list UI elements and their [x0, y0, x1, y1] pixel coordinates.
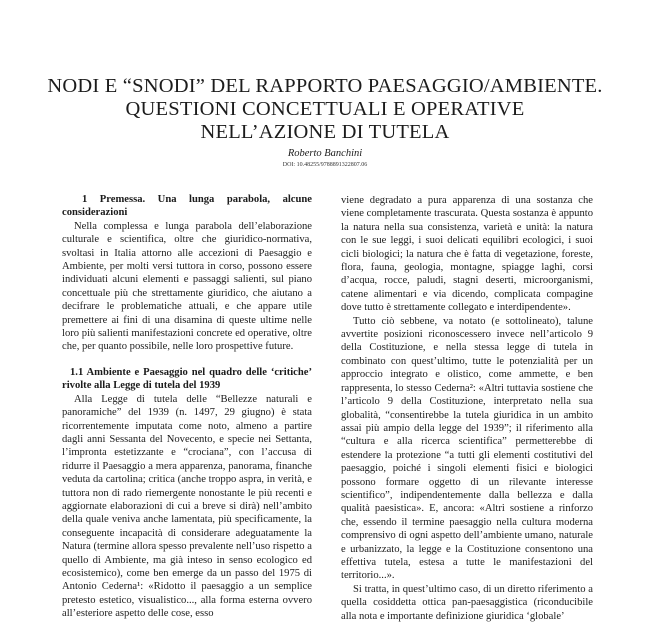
article-title [40, 75, 610, 144]
title-line-1: NODI E “SNODI” DEL RAPPORTO PAESAGGIO/AMBIENTE. [47, 75, 603, 97]
title-line-2: QUESTIONI CONCETTUALI E OPERATIVE [125, 98, 525, 120]
author-name: Roberto Banchini [287, 148, 363, 159]
right-paragraph-2: Tutto ciò sebbene, va notato (e sottolineato), talune avvertite posizioni riconoscessero invece nell’articolo 9 della Costituzione, e nella stessa legge di tutela in combinato con quest’ultimo, tutte le potenzialità per un approccio integrato e olistico, come ammette, e ben rappresenta, lo stesso Cederna²: «Altri tuttavia sostiene che l’articolo 9 della Costituzione, interpretato nella sua globalità, “consentirebbe la tutela giuridica in un ambito assai più ampio della legge del 1939”; il riferimento alla “cultura e alla ricerca scientifica” permetterebbe di estendere la protezione “a tutti gli elementi costitutivi del paesaggio, poiché i singoli elementi fisici e biologici possono formare oggetto di un rilevante interesse scientifico”, indipendentemente dalla bellezza e dalla qualità paesistica». E, ancora: «Altri sostiene a rinforzo che, essendo il termine paesaggio nella cultura moderna comprensivo di ogni aspetto dell’ambiente umano, naturale e urbanizzato, la legge e la Costituzione consentono una effettiva tutela, estesa a tutte le manifestazioni del territorio...». [341, 315, 593, 582]
right-paragraph-1: viene degradato a pura apparenza di una sostanza che viene completamente trascurata. Questa sostanza è appunto la natura nella sua consistenza, varietà e unità: la natura con le sue leggi, i suoi delicati equilibri ecologici, i suoi cicli biologici; la natura che è fatta di vegetazione, foreste, flora, fauna, geologia, montagne, spiagge laghi, corsi d’acqua, rocce, paludi, stagni deserti, microorganismi, catene alimentari e via dicendo, complicata compagine dove tutto è strettamente collegato e interdipendente». [341, 195, 593, 314]
doi-line: DOI: 10.48255/9788891322807.06 [282, 162, 368, 168]
title-line-3: NELL’AZIONE DI TUTELA [200, 121, 450, 143]
left-column [62, 193, 312, 621]
section-1-heading: 1 Premessa. Una lunga parabola, alcune considerazioni [62, 194, 312, 219]
right-column [341, 194, 593, 623]
section-1-paragraph: Nella complessa e lunga parabola dell’elaborazione culturale e scientifica, oltre che giuridico-normativa, svoltasi in Italia attorno alle accezioni di Paesaggio e Ambiente, per molti versi tuttora in corso, possono essere individuati alcuni elementi e passaggi salienti, sul piano concettuale più che strettamente giuridico, che aiutano a decifrare le problematiche attuali, e che appare utile premettere ai fini di una disamina di queste ultime nelle loro più salienti manifestazioni concrete ed operative, oltre che, per quanto possibile, nelle loro prospettive future. [62, 220, 312, 353]
section-1-1-heading: 1.1 Ambiente e Paesaggio nel quadro delle ‘critiche’ rivolte alla Legge di tutela del 1939 [62, 366, 312, 392]
section-1-1-paragraph: Alla Legge di tutela delle “Bellezze naturali e panoramiche” del 1939 (n. 1497, 29 giugno) è stata ricorrentemente imputata come noto, almeno a partire dagli anni Sessanta del Novecento, e specie nei Settanta, l’impronta estetizzante e “crociana”, con l’accusa di ridurre il Paesaggio a mera apparenza, panorama, finanche veduta da cartolina; critica (anche troppo aspra, in verità, e tuttora non di rado riemergente nonostante le più recenti e aggiornate elaborazioni di cui a breve si dirà) nell’ambito della quale veniva anche lamentata, più specificamente, la conseguente incapacità di considerare adeguatamente la Natura (termine allora spesso prevalente nell’uso rispetto a quello di Ambiente, ma già inteso in senso ecologico ed ecosistemico), come ben emerge da un passo del 1975 di Antonio Cederna¹: «Ridotto il paesaggio a un semplice pretesto estetico, visualistico..., alla forma esterna ovvero all’esteriore aspetto delle cose, esso [62, 393, 312, 620]
right-paragraph-3: Si tratta, in quest’ultimo caso, di un diretto riferimento a quella cosiddetta ottica pan-paesaggistica (riconducibile alla nota e importante definizione giuridica ‘globale’ [341, 583, 593, 622]
